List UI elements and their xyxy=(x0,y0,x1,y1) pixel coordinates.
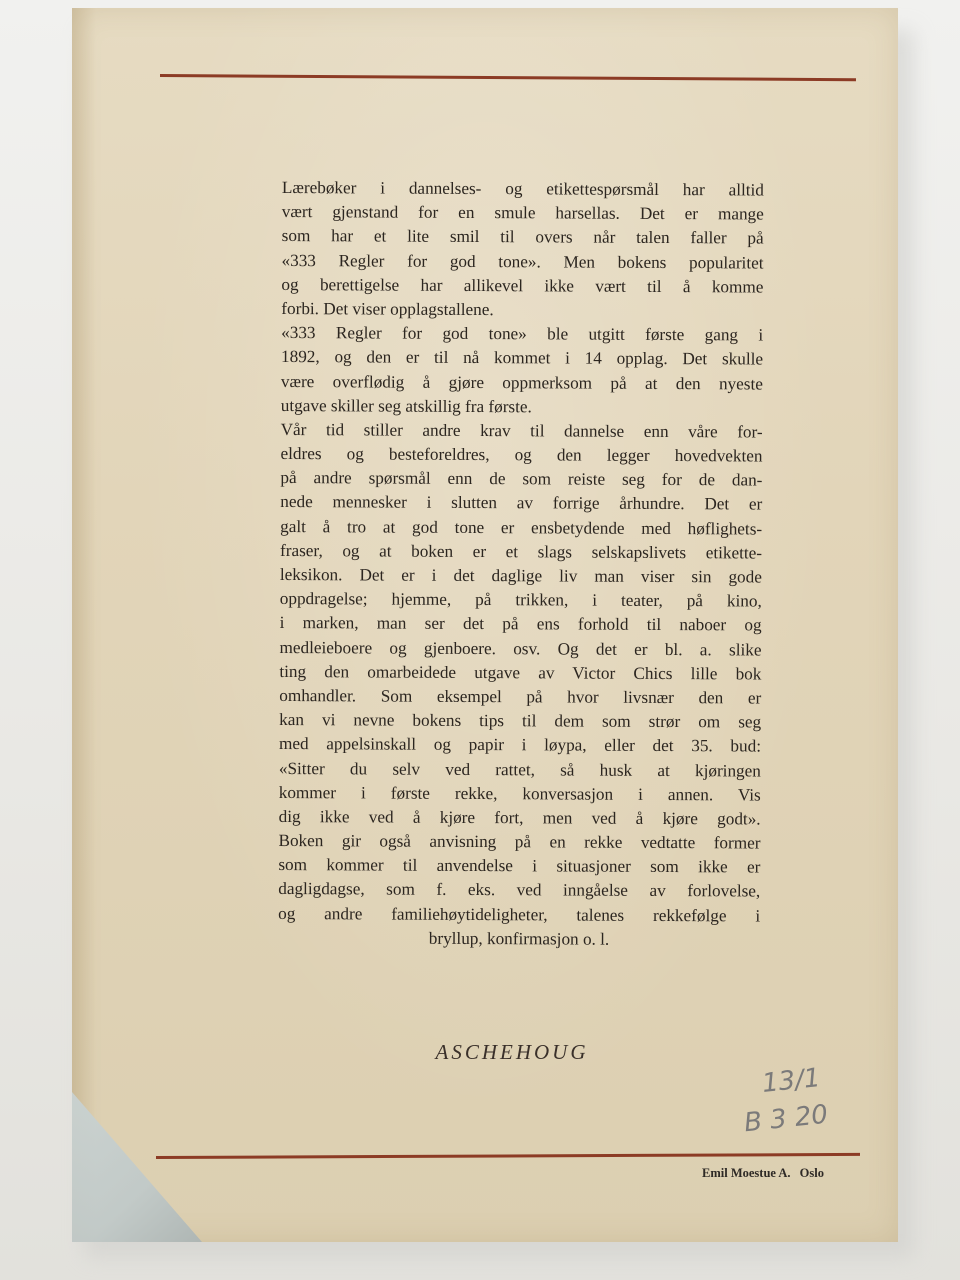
blurb-line: forbi. Det viser opplagstallene. xyxy=(281,298,494,320)
blurb-line: være overflødig å gjøre oppmerksom på at den nyeste xyxy=(280,371,763,394)
blurb-line: Lærebøker i dannelses- og etikettespørsmål har alltid xyxy=(281,177,764,200)
book-back-cover xyxy=(72,8,898,1242)
blurb-line: som har et lite smil til overs når talen faller på xyxy=(281,226,764,248)
blurb-line: fraser, og at boken er et slags selskapslivets etikette- xyxy=(279,540,763,563)
blurb-line: eldres og besteforeldres, og den legger hovedvekten xyxy=(280,444,763,466)
blurb-line: «Sitter du selv ved rattet, så husk at kjøringen xyxy=(278,758,761,781)
bottom-rule xyxy=(156,1153,860,1159)
blurb-line: i marken, man ser det på ens forhold til naboer og xyxy=(279,613,762,635)
blurb-line: på andre spørsmål enn de som reiste seg for de dan- xyxy=(280,468,763,490)
worn-edge xyxy=(72,8,96,1242)
folded-corner xyxy=(72,1092,202,1242)
blurb-line: galt å tro at god tone er ensbetydende med høflighets- xyxy=(280,516,763,539)
blurb-line: bryllup, konfirmasjon o. l. xyxy=(428,928,610,949)
blurb-line: Boken gir også anvisning på en rekke vedtatte former xyxy=(278,831,761,853)
blurb-line: og andre familiehøytideligheter, talenes rekkefølge i xyxy=(278,903,761,926)
printer-city: Oslo xyxy=(799,1166,824,1180)
blurb-line: kan vi nevne bokens tips til dem som strør om seg xyxy=(279,710,762,732)
blurb-line: dagligdagse, som f. eks. ved inngåelse av forlovelse, xyxy=(278,879,761,901)
blurb-line: oppdragelse; hjemme, på trikken, i teater, på kino, xyxy=(279,589,762,611)
blurb-line: 1892, og den er til nå kommet i 14 opplag. Det skulle xyxy=(281,347,764,369)
blurb-line: omhandler. Som eksempel på hvor livsnær den er xyxy=(279,685,762,708)
blurb-line: Vår tid stiller andre krav til dannelse enn våre for- xyxy=(280,419,763,442)
pencil-annotation: 13/1 xyxy=(760,1063,822,1099)
printer-name: Emil Moestue A. xyxy=(702,1166,791,1180)
blurb-line: nede mennesker i slutten av forrige århundre. Det er xyxy=(280,492,763,514)
blurb-line: vært gjenstand for en smule harsellas. Det er mange xyxy=(281,202,764,224)
blurb-line: og berettigelse har allikevel ikke vært til å komme xyxy=(281,274,764,297)
blurb-line: med appelsinskall og papir i løypa, eller det 35. bud: xyxy=(278,734,762,756)
printer-imprint xyxy=(702,1166,830,1181)
blurb-line: dig ikke ved å kjøre fort, men ved å kjøre godt». xyxy=(278,806,761,829)
blurb-text xyxy=(278,176,764,953)
blurb-line: kommer i første rekke, konversasjon i annen. Vis xyxy=(278,782,761,805)
publisher-name: ASCHEHOUG xyxy=(435,1040,589,1064)
blurb-line: leksikon. Det er i det daglige liv man viser sin gode xyxy=(279,564,762,587)
blurb-line: ting den omarbeidede utgave av Victor Chics lille bok xyxy=(279,661,762,684)
blurb-line: «333 Regler for god tone». Men bokens popularitet xyxy=(281,250,764,273)
blurb-line: som kommer til anvendelse i situasjoner som ikke er xyxy=(278,855,761,877)
pencil-annotation: B 3 20 xyxy=(742,1099,830,1139)
blurb-line: utgave skiller seg atskillig fra første. xyxy=(280,395,532,416)
blurb-line: «333 Regler for god tone» ble utgitt første gang i xyxy=(281,323,764,345)
blurb-line: medleieboere og gjenboere. osv. Og det er bl. a. slike xyxy=(279,637,762,660)
top-rule xyxy=(160,74,856,81)
